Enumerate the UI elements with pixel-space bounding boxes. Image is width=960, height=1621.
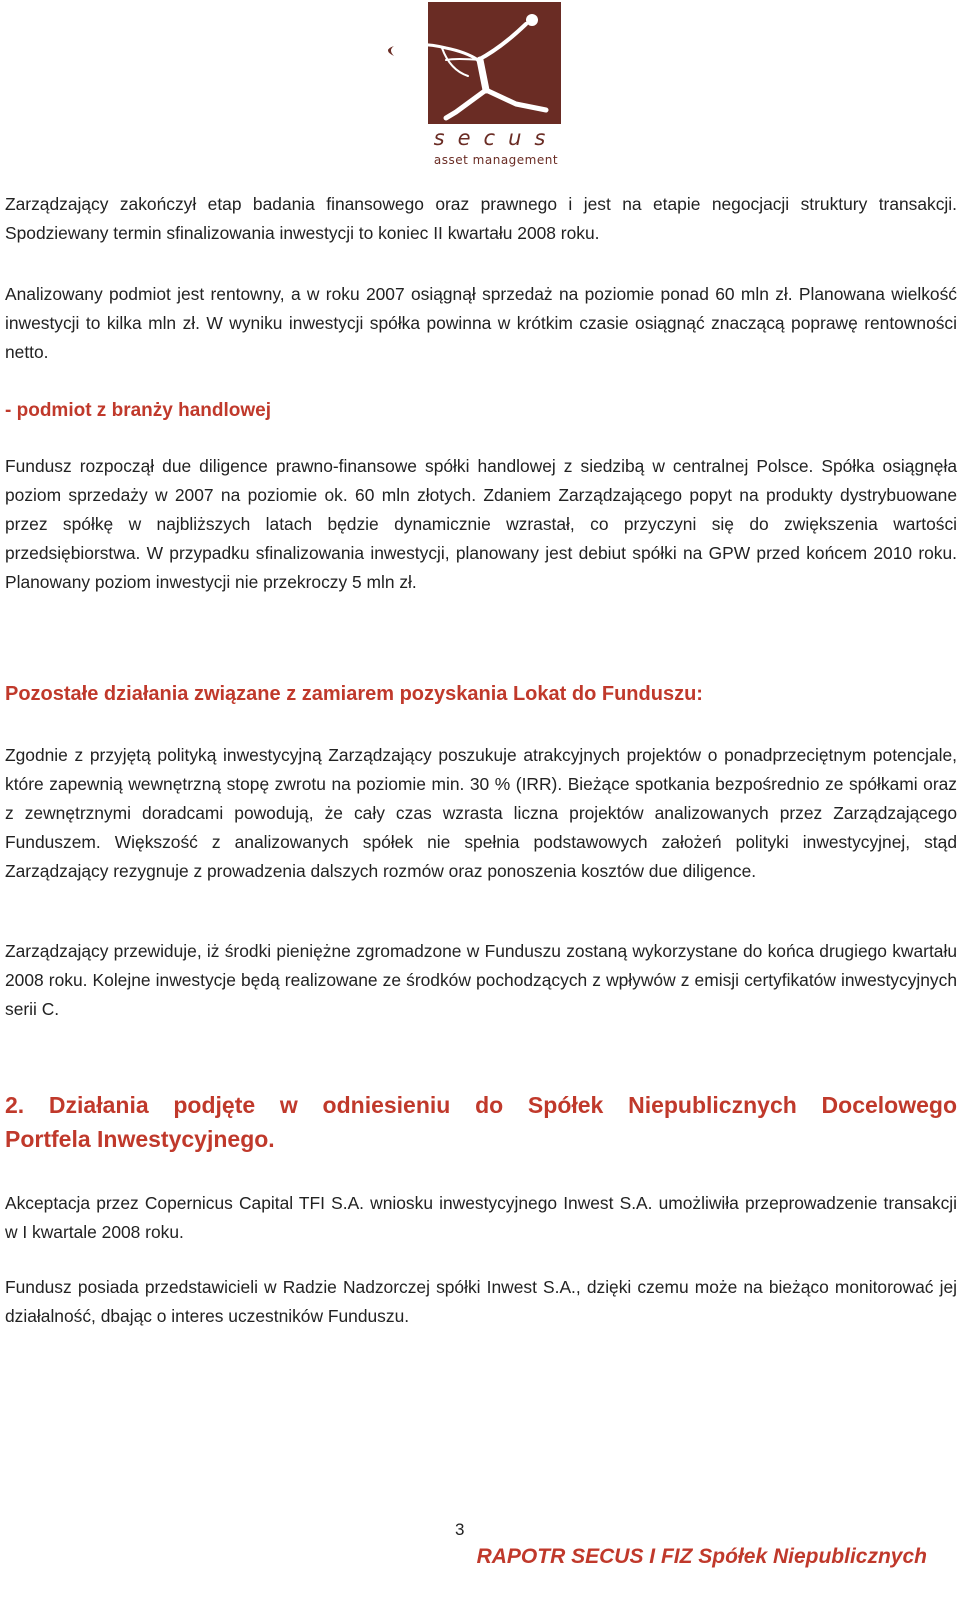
- logo-subtitle: asset management: [433, 153, 559, 167]
- footer-report-title: RAPOTR SECUS I FIZ Spółek Niepublicznych: [476, 1545, 927, 1568]
- paragraph-investment-policy: Zgodnie z przyjętą polityką inwestycyjną Zarządzający poszukuje atrakcyjnych projektów o ponadprzeciętnym potencjale, które zapewnią wewnętrzną stopę zwrotu na poziomie min. 30 % (IRR). Bieżące spotkania bezpośrednio ze spółkami oraz z zewnętrznymi doradcami powodują, że cały czas wzrasta liczna projektów analizowanych przez Zarządzającego Funduszem. Większość z analizowanych spółek nie spełnia podstawowych założeń polityki inwestycyjnej, stąd Zarządzający rezygnuje z prowadzenia dalszych rozmów oraz ponoszenia kosztów due diligence.: [5, 745, 957, 881]
- secus-logo: [386, 0, 572, 172]
- section-heading-other-activities: Pozostałe działania związane z zamiarem pozyskania Lokat do Funduszu:: [5, 683, 703, 705]
- heading-section-2-line2: Portfela Inwestycyjnego.: [5, 1126, 275, 1152]
- logo-brand-text: secus: [433, 126, 559, 150]
- paragraph-transaction-status: Zarządzający zakończył etap badania finansowego oraz prawnego i jest na etapie negocjacji struktury transakcji. Spodziewany termin sfinalizowania inwestycji to koniec II kwartału 2008 roku.: [5, 194, 957, 243]
- paragraph-inwest-acceptance: Akceptacja przez Copernicus Capital TFI S.A. wniosku inwestycyjnego Inwest S.A. umożliwiła przeprowadzenie transakcji w I kwartale 2008 roku.: [5, 1193, 957, 1242]
- sub-heading-trade-sector: - podmiot z branży handlowej: [5, 400, 271, 421]
- heading-section-2: [5, 1088, 957, 1156]
- paragraph-due-diligence: Fundusz rozpoczął due diligence prawno-finansowe spółki handlowej z siedzibą w centralnej Polsce. Spółka osiągnęła poziom sprzedaży w 2007 na poziomie ok. 60 mln złotych. Zdaniem Zarządzającego popyt na produkty dystrybuowane przez spółkę w najbliższych latach będzie dynamicznie wzrastał, co przyczyni się do zwiększenia wartości przedsiębiorstwa. W przypadku sfinalizowania inwestycji, planowany jest debiut spółki na GPW przed końcem 2010 roku. Planowany poziom inwestycji nie przekroczy 5 mln zł.: [5, 456, 957, 592]
- paragraph-funds-usage: Zarządzający przewiduje, iż środki pieniężne zgromadzone w Funduszu zostaną wykorzystane do końca drugiego kwartału 2008 roku. Kolejne inwestycje będą realizowane ze środków pochodzących z wpływów z emisji certyfikatów inwestycyjnych serii C.: [5, 941, 957, 1019]
- paragraph-supervisory-board: Fundusz posiada przedstawicieli w Radzie Nadzorczej spółki Inwest S.A., dzięki czemu może na bieżąco monitorować jej działalność, dbając o interes uczestników Funduszu.: [5, 1277, 957, 1326]
- page-number: 3: [455, 1520, 465, 1539]
- dancer-figure-icon: [386, 0, 572, 130]
- heading-section-2-line1: 2. Działania podjęte w odniesieniu do Spółek Niepublicznych Docelowego: [5, 1092, 957, 1118]
- paragraph-analyzed-entity: Analizowany podmiot jest rentowny, a w roku 2007 osiągnął sprzedaż na poziomie ponad 60 mln zł. Planowana wielkość inwestycji to kilka mln zł. W wyniku inwestycji spółka powinna w krótkim czasie osiągnąć znaczącą poprawę rentowności netto.: [5, 284, 957, 362]
